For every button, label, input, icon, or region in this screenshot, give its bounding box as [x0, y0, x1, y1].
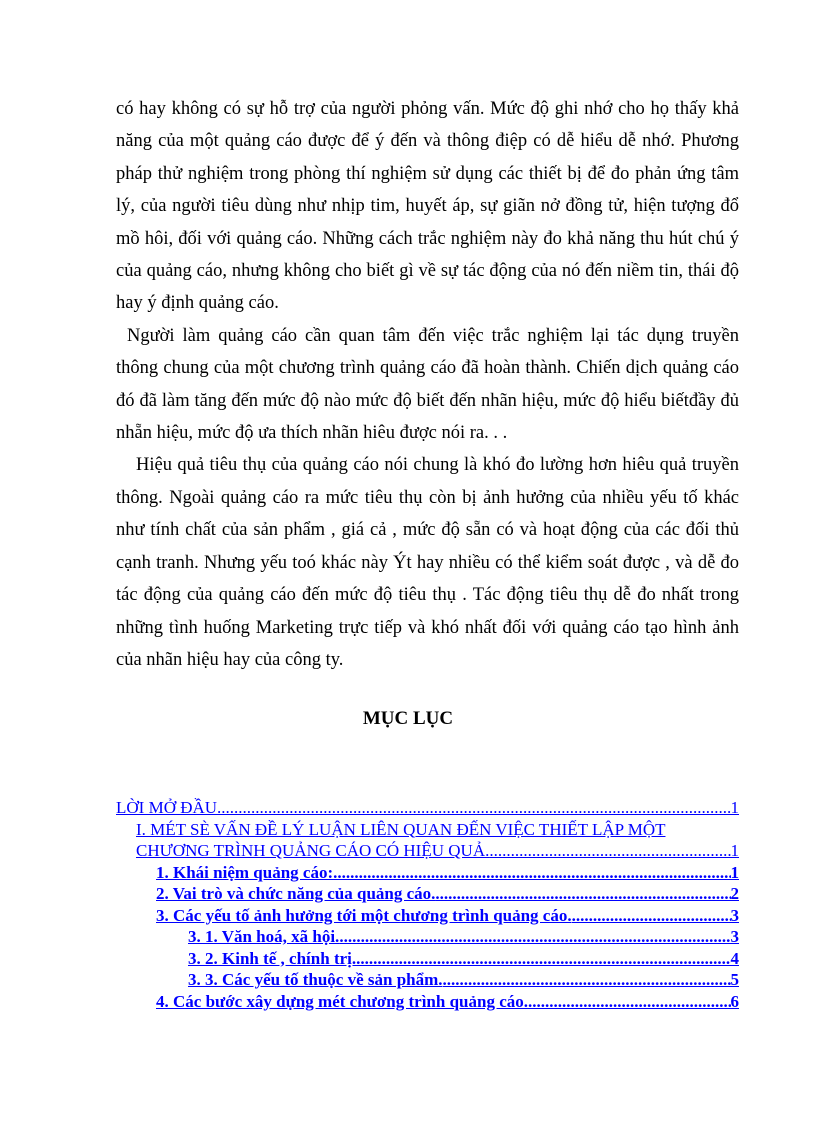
toc-entry-1-3[interactable]: 3. Các yếu tố ảnh hưởng tới một chương trình quảng cáo. ..... 3 [116, 905, 739, 927]
toc-entry-1-3-3[interactable]: 3. 3. Các yếu tố thuộc về sản phẩm. ..... 5 [116, 969, 739, 991]
toc-entry-1-2[interactable]: 2. Vai trò và chức năng của quảng cáo. ..... 2 [116, 883, 739, 905]
toc-entry-introduction[interactable]: LỜI MỞ ĐẦU ..... 1 [116, 797, 739, 819]
toc-entry-1-3-2[interactable]: 3. 2. Kinh tế , chính trị. ..... 4 [116, 948, 739, 970]
body-text [116, 93, 739, 676]
paragraph-2: Người làm quảng cáo cần quan tâm đến việc trắc nghiệm lại tác dụng truyền thông chung của một chương trình quảng cáo đã hoàn thành. Chiến dịch quảng cáo đó đã làm tăng đến mức độ nào mức độ biết đến nhãn hiệu, mức độ hiểu biếtđầy đủ nhẵn hiệu, mức độ ưa thích nhãn hiêu được nói ra. . . [116, 325, 739, 444]
table-of-contents [116, 797, 739, 1012]
paragraph-3: Hiệu quả tiêu thụ của quảng cáo nói chung là khó đo lường hơn hiêu quả truyền thông. Ngoài quảng cáo ra mức tiêu thụ còn bị ảnh hưởng của nhiều yếu tố khác như tính chất của sản phẩm , giá cả , mức độ sẵn có và hoạt động của các đối thủ cạnh tranh. Nhưng yếu toó khác này Ýt hay nhiều có thể kiểm soát được , và dễ đo tác động của quảng cáo đến mức độ tiêu thụ . Tác động tiêu thụ dễ đo nhất trong những tình huống Marketing trực tiếp và khó nhất đối với quảng cáo tạo hình ảnh của nhãn hiệu hay của công ty. [116, 455, 739, 670]
paragraph-1: có hay không có sự hỗ trợ của người phỏng vấn. Mức độ ghi nhớ cho họ thấy khả năng của một quảng cáo được để ý đến và thông điệp có dễ hiểu dễ nhớ. Phương pháp thử nghiệm trong phòng thí nghiệm sử dụng các thiết bị để đo phản ứng tâm lý, của người tiêu dùng như nhịp tim, huyết áp, sự giãn nở đồng tử, hiện tượng đổ mồ hôi, đối với quảng cáo. Những cách trắc nghiệm này đo khả năng thu hút chú ý của quảng cáo, nhưng không cho biết gì về sự tác động của nó đến niềm tin, thái độ hay ý định quảng cáo. [116, 99, 739, 314]
toc-entry-1-4[interactable]: 4. Các bước xây dựng mét chương trình quảng cáo. ..... 6 [116, 991, 739, 1013]
toc-entry-section-1[interactable]: CHƯƠNG TRÌNH QUẢNG CÁO CÓ HIỆU QUẢ. ..... 1 [116, 840, 739, 862]
toc-title: MỤC LỤC [362, 708, 454, 729]
toc-entry-section-1-line1[interactable]: I. MÉT SÈ VẤN ĐỀ LÝ LUẬN LIÊN QUAN ĐẾN VIỆC THIẾT LẬP MỘT [136, 819, 666, 839]
toc-entry-1-1[interactable]: 1. Khái niệm quảng cáo: ..... 1 [116, 862, 739, 884]
toc-entry-1-3-1[interactable]: 3. 1. Văn hoá, xã hội. ..... 3 [116, 926, 739, 948]
